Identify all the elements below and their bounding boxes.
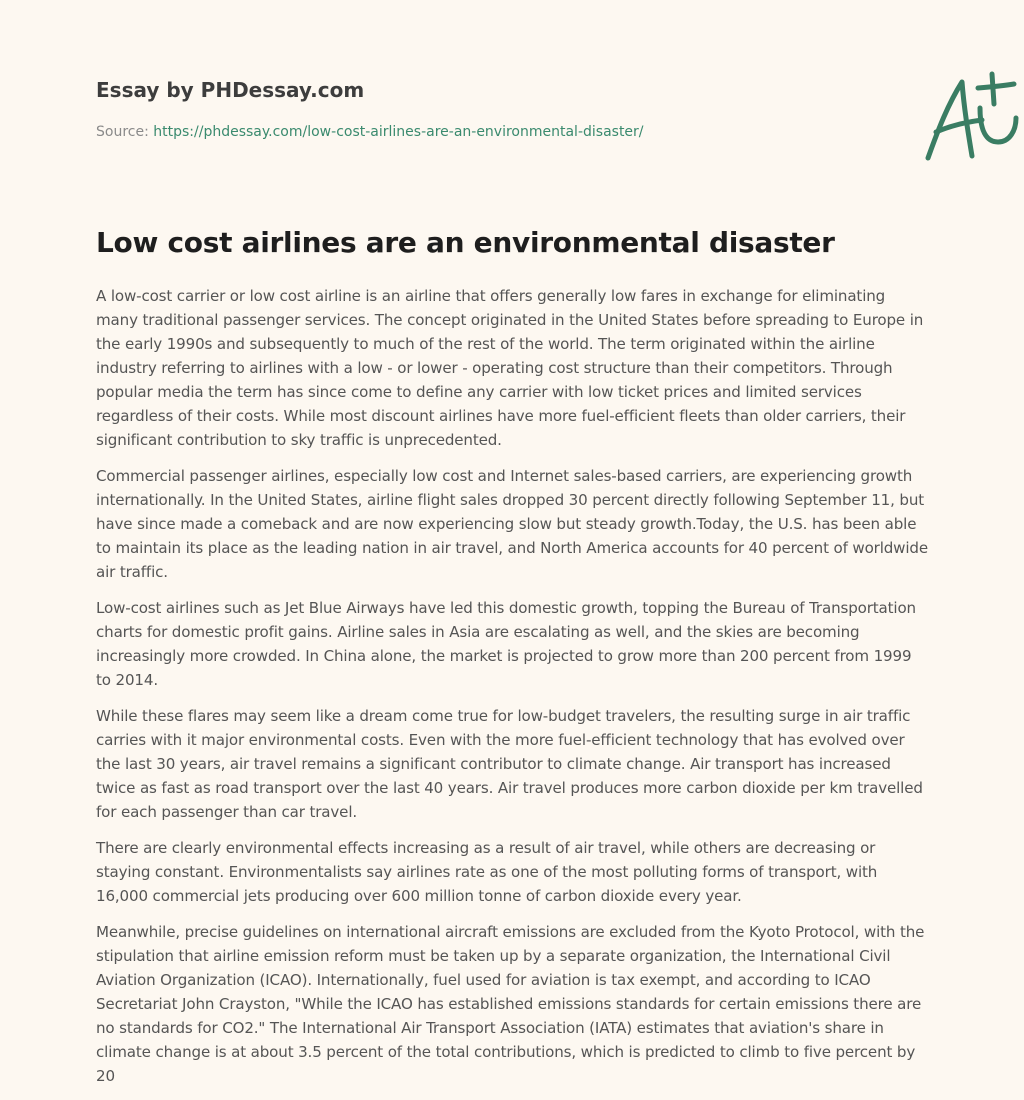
source-link[interactable]: https://phdessay.com/low-cost-airlines-are-an-environmental-disaster/ [153,124,644,140]
a-plus-logo-icon [918,68,1022,164]
essay-title: Low cost airlines are an environmental disaster [96,226,835,259]
essay-paragraph: There are clearly environmental effects increasing as a result of air travel, while others are decreasing or staying constant. Environmentalists say airlines rate as one of the most polluting forms of transport, with 16,000 commercial jets producing over 600 million tonne of carbon dioxide every year. [96,839,878,905]
essay-body [96,284,930,1100]
essay-paragraph: Low-cost airlines such as Jet Blue Airways have led this domestic growth, topping the Bureau of Transportation charts for domestic profit gains. Airline sales in Asia are escalating as well, and the skies are becoming increasingly more crowded. In China alone, the market is projected to grow more than 200 percent from 1999 to 2014. [96,599,916,689]
essay-paragraph: Meanwhile, precise guidelines on international aircraft emissions are excluded from the Kyoto Protocol, with the stipulation that airline emission reform must be taken up by a separate organization, the International Civil Aviation Organization (ICAO). Internationally, fuel used for aviation is tax exempt, and according to ICAO Secretariat John Crayston, "While the ICAO has established emissions standards for certain emissions there are no standards for CO2." The International Air Transport Association (IATA) estimates that aviation's share in climate change is at about 3.5 percent of the total contributions, which is predicted to climb to five percent by 20 [96,923,925,1085]
source-label: Source: [96,124,154,140]
source-line [96,124,644,140]
essay-paragraph: A low-cost carrier or low cost airline is an airline that offers generally low fares in exchange for eliminating many traditional passenger services. The concept originated in the United States before spreading to Europe in the early 1990s and subsequently to much of the rest of the world. The term originated within the airline industry referring to airlines with a low - or lower - operating cost structure than their competitors. Through popular media the term has since come to define any carrier with low ticket prices and limited services regardless of their costs. While most discount airlines have more fuel-efficient fleets than older carriers, their significant contribution to sky traffic is unprecedented. [96,287,924,449]
essay-paragraph: While these flares may seem like a dream come true for low-budget travelers, the resulting surge in air traffic carries with it major environmental costs. Even with the more fuel-efficient technology that has evolved over the last 30 years, air travel remains a significant contributor to climate change. Air transport has increased twice as fast as road transport over the last 40 years. Air travel produces more carbon dioxide per km travelled for each passenger than car travel. [96,707,923,821]
brand-heading: Essay by PHDessay.com [96,78,365,102]
essay-paragraph: Commercial passenger airlines, especially low cost and Internet sales-based carriers, are experiencing growth internationally. In the United States, airline flight sales dropped 30 percent directly following September 11, but have since made a comeback and are now experiencing slow but steady growth.Today, the U.S. has been able to maintain its place as the leading nation in air travel, and North America accounts for 40 percent of worldwide air traffic. [96,467,928,581]
